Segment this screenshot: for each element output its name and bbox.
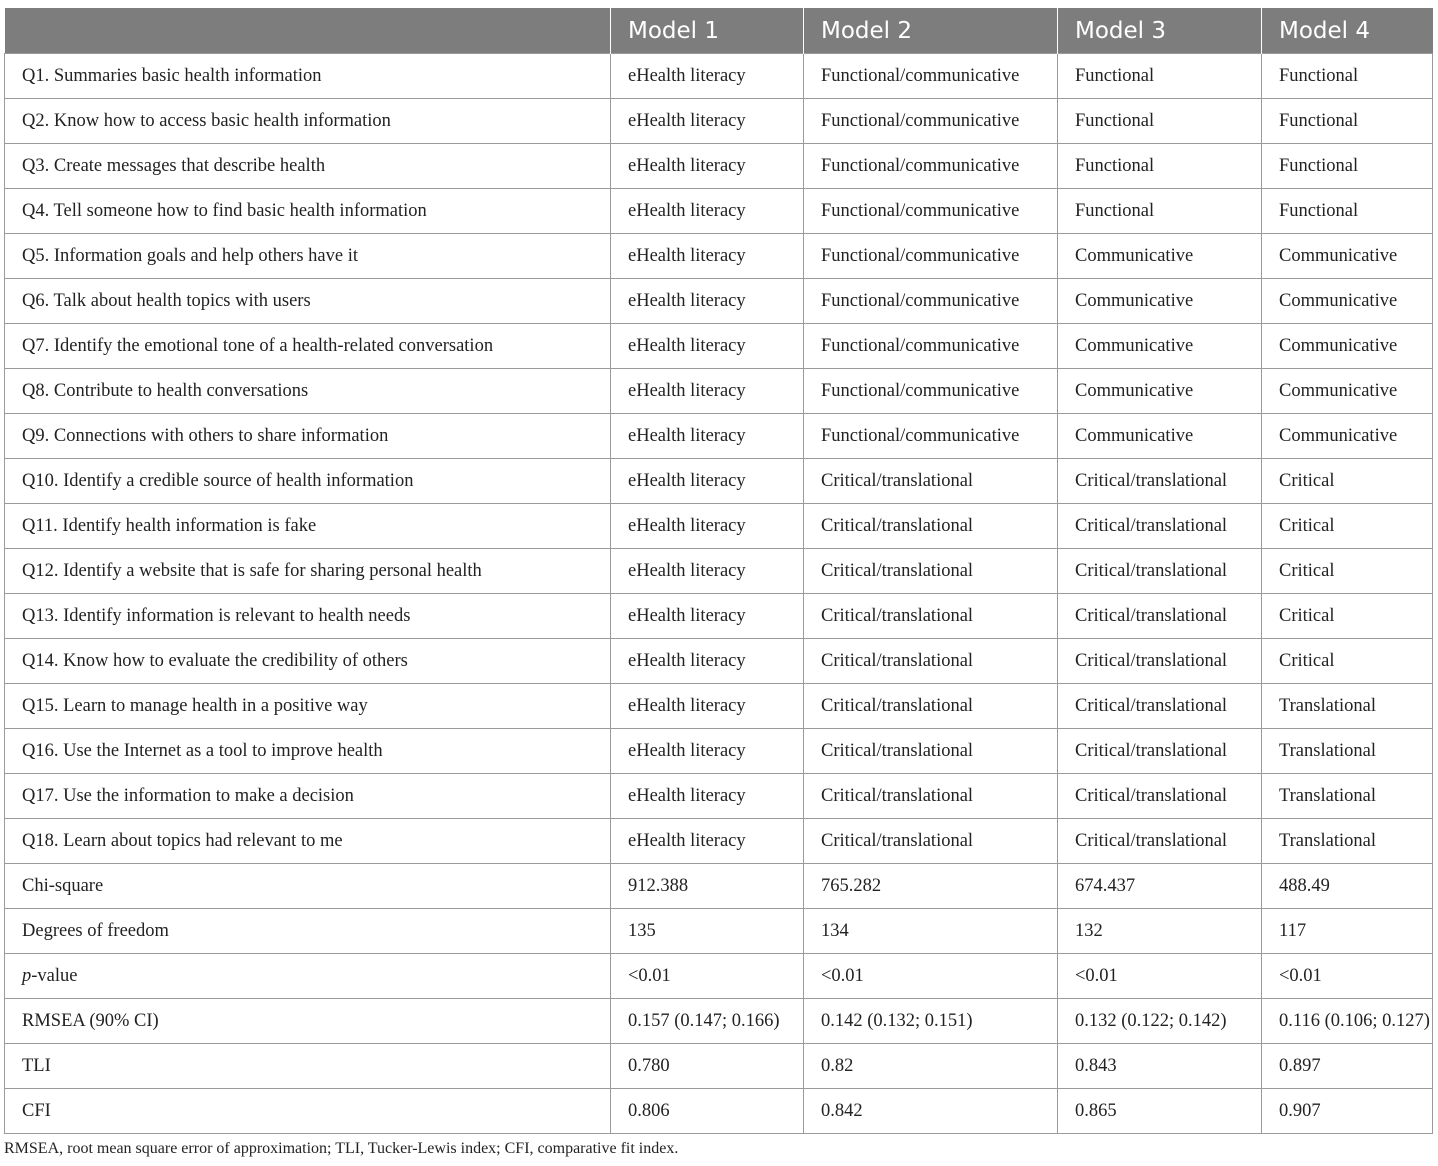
model-2-cell: Functional/communicative — [804, 369, 1058, 414]
model-4-cell: Critical — [1262, 459, 1433, 504]
header-model-4: Model 4 — [1262, 8, 1433, 54]
model-3-cell: Critical/translational — [1058, 774, 1262, 819]
table-row — [5, 279, 1433, 324]
model-4-cell: Communicative — [1262, 234, 1433, 279]
table-row — [5, 144, 1433, 189]
p-italic: p — [22, 965, 32, 986]
model-3-cell: Critical/translational — [1058, 729, 1262, 774]
model-2-cell: 0.842 — [804, 1089, 1058, 1134]
model-4-cell: Translational — [1262, 774, 1433, 819]
header-model-3: Model 3 — [1058, 8, 1262, 54]
table-row — [5, 189, 1433, 234]
table-row — [5, 369, 1433, 414]
table-row — [5, 594, 1433, 639]
model-3-cell: 0.865 — [1058, 1089, 1262, 1134]
p-value-suffix: -value — [31, 965, 78, 986]
model-1-cell: eHealth literacy — [611, 594, 804, 639]
item-label-cell: Q3. Create messages that describe health — [5, 144, 611, 189]
item-label-cell: Q14. Know how to evaluate the credibility of others — [5, 639, 611, 684]
item-label-cell: Q2. Know how to access basic health information — [5, 99, 611, 144]
model-2-cell: <0.01 — [804, 954, 1058, 999]
model-1-cell: 0.780 — [611, 1044, 804, 1089]
model-2-cell: Critical/translational — [804, 774, 1058, 819]
item-label-cell: Q6. Talk about health topics with users — [5, 279, 611, 324]
model-2-cell: 0.142 (0.132; 0.151) — [804, 999, 1058, 1044]
item-label-cell: Q5. Information goals and help others have it — [5, 234, 611, 279]
model-2-cell: Functional/communicative — [804, 414, 1058, 459]
fit-label-cell: TLI — [5, 1044, 611, 1089]
header-model-1: Model 1 — [611, 8, 804, 54]
table-row — [5, 729, 1433, 774]
model-3-cell: 0.132 (0.122; 0.142) — [1058, 999, 1262, 1044]
fit-label-cell: RMSEA (90% CI) — [5, 999, 611, 1044]
model-3-cell: Critical/translational — [1058, 504, 1262, 549]
model-3-cell: 674.437 — [1058, 864, 1262, 909]
item-label-cell: Q16. Use the Internet as a tool to improve health — [5, 729, 611, 774]
model-4-cell: Communicative — [1262, 279, 1433, 324]
item-label-cell: Q9. Connections with others to share information — [5, 414, 611, 459]
model-comparison-table — [4, 8, 1433, 1134]
model-4-cell: Functional — [1262, 54, 1433, 99]
model-1-cell: eHealth literacy — [611, 414, 804, 459]
table-row — [5, 234, 1433, 279]
model-1-cell: eHealth literacy — [611, 99, 804, 144]
fit-row — [5, 1089, 1433, 1134]
model-4-cell: 117 — [1262, 909, 1433, 954]
item-label-cell: Q10. Identify a credible source of health information — [5, 459, 611, 504]
model-1-cell: eHealth literacy — [611, 54, 804, 99]
model-1-cell: eHealth literacy — [611, 189, 804, 234]
table-row — [5, 414, 1433, 459]
table-row — [5, 819, 1433, 864]
model-1-cell: eHealth literacy — [611, 774, 804, 819]
model-2-cell: 765.282 — [804, 864, 1058, 909]
item-label-cell: Q1. Summaries basic health information — [5, 54, 611, 99]
model-3-cell: Critical/translational — [1058, 684, 1262, 729]
model-3-cell: Critical/translational — [1058, 639, 1262, 684]
item-label-cell: Q15. Learn to manage health in a positive way — [5, 684, 611, 729]
model-3-cell: Communicative — [1058, 369, 1262, 414]
model-1-cell: eHealth literacy — [611, 549, 804, 594]
model-4-cell: 0.116 (0.106; 0.127) — [1262, 999, 1433, 1044]
item-label-cell: Q7. Identify the emotional tone of a health-related conversation — [5, 324, 611, 369]
model-4-cell: Functional — [1262, 144, 1433, 189]
model-4-cell: 0.897 — [1262, 1044, 1433, 1089]
model-1-cell: eHealth literacy — [611, 819, 804, 864]
model-1-cell: eHealth literacy — [611, 504, 804, 549]
fit-label-cell: CFI — [5, 1089, 611, 1134]
table-row — [5, 504, 1433, 549]
model-3-cell: Functional — [1058, 99, 1262, 144]
model-4-cell: Communicative — [1262, 414, 1433, 459]
table-row — [5, 99, 1433, 144]
fit-label-cell: Chi-square — [5, 864, 611, 909]
model-2-cell: Critical/translational — [804, 459, 1058, 504]
table-row — [5, 639, 1433, 684]
model-4-cell: Communicative — [1262, 324, 1433, 369]
model-3-cell: Functional — [1058, 54, 1262, 99]
fit-row — [5, 1044, 1433, 1089]
model-1-cell: <0.01 — [611, 954, 804, 999]
model-2-cell: Critical/translational — [804, 504, 1058, 549]
model-1-cell: 0.806 — [611, 1089, 804, 1134]
model-1-cell: eHealth literacy — [611, 459, 804, 504]
table-header — [5, 8, 1433, 54]
model-1-cell: 0.157 (0.147; 0.166) — [611, 999, 804, 1044]
model-1-cell: 135 — [611, 909, 804, 954]
header-model-2: Model 2 — [804, 8, 1058, 54]
fit-row — [5, 999, 1433, 1044]
table-row — [5, 54, 1433, 99]
model-1-cell: 912.388 — [611, 864, 804, 909]
model-2-cell: Functional/communicative — [804, 144, 1058, 189]
model-2-cell: 0.82 — [804, 1044, 1058, 1089]
model-4-cell: Critical — [1262, 639, 1433, 684]
table-row — [5, 459, 1433, 504]
item-label-cell: Q4. Tell someone how to find basic health information — [5, 189, 611, 234]
table-row — [5, 549, 1433, 594]
model-1-cell: eHealth literacy — [611, 324, 804, 369]
model-3-cell: 0.843 — [1058, 1044, 1262, 1089]
table-row — [5, 324, 1433, 369]
model-3-cell: Communicative — [1058, 279, 1262, 324]
item-label-cell: Q8. Contribute to health conversations — [5, 369, 611, 414]
model-3-cell: Critical/translational — [1058, 594, 1262, 639]
model-1-cell: eHealth literacy — [611, 639, 804, 684]
model-2-cell: Functional/communicative — [804, 279, 1058, 324]
fit-row — [5, 954, 1433, 999]
model-1-cell: eHealth literacy — [611, 729, 804, 774]
model-3-cell: Critical/translational — [1058, 549, 1262, 594]
model-1-cell: eHealth literacy — [611, 234, 804, 279]
item-label-cell: Q11. Identify health information is fake — [5, 504, 611, 549]
model-2-cell: Critical/translational — [804, 594, 1058, 639]
model-3-cell: Communicative — [1058, 324, 1262, 369]
model-2-cell: Critical/translational — [804, 684, 1058, 729]
model-4-cell: Functional — [1262, 99, 1433, 144]
model-2-cell: Critical/translational — [804, 639, 1058, 684]
model-4-cell: Translational — [1262, 819, 1433, 864]
model-3-cell: 132 — [1058, 909, 1262, 954]
model-1-cell: eHealth literacy — [611, 684, 804, 729]
model-2-cell: Functional/communicative — [804, 234, 1058, 279]
table-footnote: RMSEA, root mean square error of approximation; TLI, Tucker-Lewis index; CFI, comparative fit index. — [4, 1140, 679, 1157]
table-row — [5, 774, 1433, 819]
item-label-cell: Q18. Learn about topics had relevant to me — [5, 819, 611, 864]
model-2-cell: Critical/translational — [804, 819, 1058, 864]
model-3-cell: Critical/translational — [1058, 459, 1262, 504]
model-4-cell: Functional — [1262, 189, 1433, 234]
model-2-cell: Critical/translational — [804, 549, 1058, 594]
model-3-cell: <0.01 — [1058, 954, 1262, 999]
fit-row — [5, 909, 1433, 954]
header-item — [5, 8, 611, 54]
model-3-cell: Communicative — [1058, 414, 1262, 459]
table-row — [5, 684, 1433, 729]
fit-label-cell: Degrees of freedom — [5, 909, 611, 954]
header-row — [5, 8, 1433, 54]
model-2-cell: Critical/translational — [804, 729, 1058, 774]
model-1-cell: eHealth literacy — [611, 279, 804, 324]
model-4-cell: <0.01 — [1262, 954, 1433, 999]
model-1-cell: eHealth literacy — [611, 144, 804, 189]
model-4-cell: Translational — [1262, 729, 1433, 774]
model-4-cell: 488.49 — [1262, 864, 1433, 909]
model-2-cell: Functional/communicative — [804, 54, 1058, 99]
model-4-cell: Critical — [1262, 504, 1433, 549]
model-3-cell: Critical/translational — [1058, 819, 1262, 864]
table-body — [5, 54, 1433, 1134]
model-4-cell: 0.907 — [1262, 1089, 1433, 1134]
model-3-cell: Communicative — [1058, 234, 1262, 279]
model-3-cell: Functional — [1058, 144, 1262, 189]
model-3-cell: Functional — [1058, 189, 1262, 234]
model-2-cell: Functional/communicative — [804, 99, 1058, 144]
model-4-cell: Translational — [1262, 684, 1433, 729]
item-label-cell: Q17. Use the information to make a decision — [5, 774, 611, 819]
model-4-cell: Critical — [1262, 594, 1433, 639]
model-2-cell: Functional/communicative — [804, 324, 1058, 369]
model-2-cell: Functional/communicative — [804, 189, 1058, 234]
fit-label-cell — [5, 954, 611, 999]
item-label-cell: Q12. Identify a website that is safe for sharing personal health — [5, 549, 611, 594]
fit-row — [5, 864, 1433, 909]
model-1-cell: eHealth literacy — [611, 369, 804, 414]
model-4-cell: Critical — [1262, 549, 1433, 594]
model-4-cell: Communicative — [1262, 369, 1433, 414]
item-label-cell: Q13. Identify information is relevant to health needs — [5, 594, 611, 639]
model-2-cell: 134 — [804, 909, 1058, 954]
table-container — [4, 8, 1432, 1134]
